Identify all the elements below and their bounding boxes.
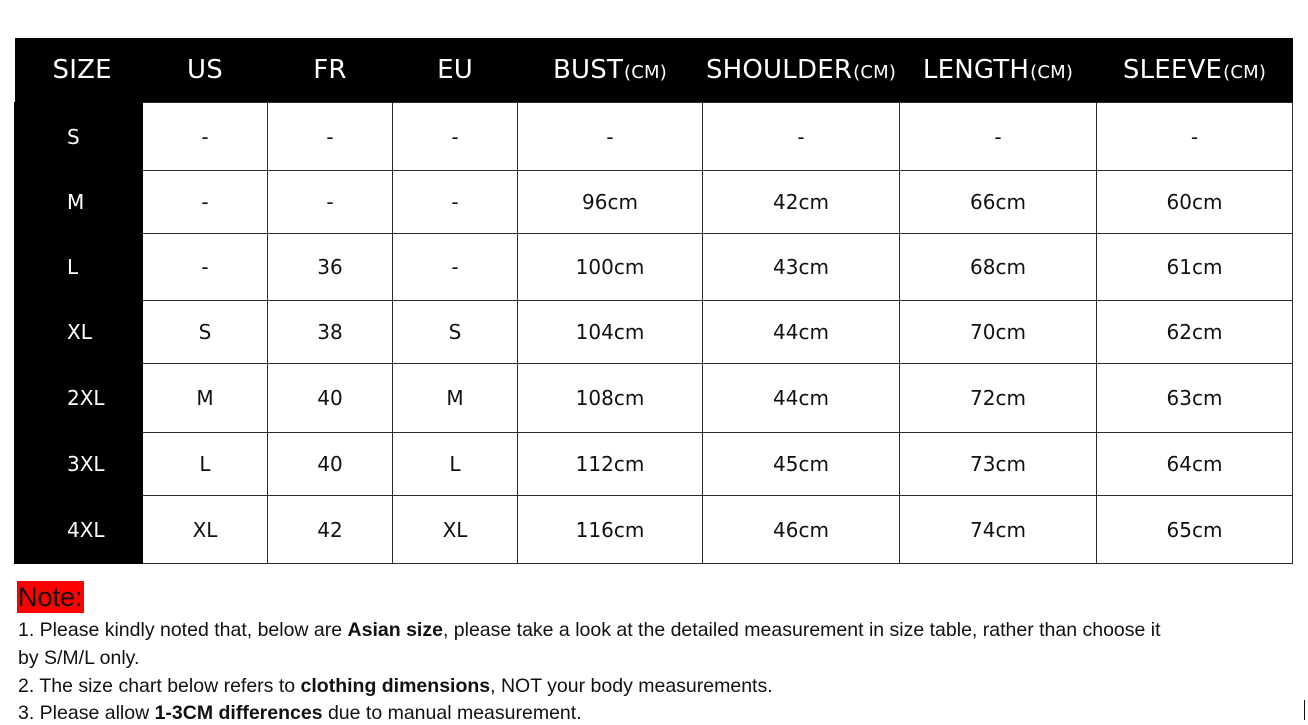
table-cell: 45cm [703, 433, 900, 496]
table-cell: - [900, 103, 1097, 171]
table-cell: 65cm [1097, 496, 1293, 564]
table-row [15, 364, 1293, 433]
table-row [15, 103, 1293, 171]
table-cell: 40 [268, 433, 393, 496]
header-shoulder: SHOULDER(CM) [703, 38, 900, 103]
size-chart-table [14, 38, 1293, 564]
header-shoulder-unit: (CM) [853, 62, 897, 83]
edge-divider [1304, 700, 1305, 720]
table-cell: - [268, 171, 393, 234]
table-cell: 64cm [1097, 433, 1293, 496]
table-cell: - [393, 103, 518, 171]
table-cell: 104cm [518, 301, 703, 364]
note-line-1-emphasis: Asian size [347, 619, 443, 641]
table-cell: S [393, 301, 518, 364]
header-fr: FR [268, 38, 393, 103]
table-row [15, 301, 1293, 364]
note-line-1: 1. Please kindly noted that, below are Asian size, please take a look at the detailed measurement in size table, rather than choose it [18, 619, 1161, 641]
table-cell: 108cm [518, 364, 703, 433]
size-label-cell: M [15, 171, 143, 234]
size-label-cell: S [15, 103, 143, 171]
table-cell: 73cm [900, 433, 1097, 496]
table-cell: - [703, 103, 900, 171]
note-line-1-continued: by S/M/L only. [18, 647, 140, 669]
table-cell: 70cm [900, 301, 1097, 364]
table-cell: XL [393, 496, 518, 564]
table-cell: - [518, 103, 703, 171]
table-cell: - [393, 234, 518, 301]
size-label-cell: 2XL [15, 364, 143, 433]
table-cell: 42 [268, 496, 393, 564]
table-cell: M [393, 364, 518, 433]
table-cell: 112cm [518, 433, 703, 496]
size-label-cell: 4XL [15, 496, 143, 564]
table-cell: 60cm [1097, 171, 1293, 234]
header-length-unit: (CM) [1030, 62, 1074, 83]
table-cell: - [143, 103, 268, 171]
table-cell: 66cm [900, 171, 1097, 234]
table-cell: 116cm [518, 496, 703, 564]
note-line-2-emphasis: clothing dimensions [300, 675, 491, 697]
table-header-row [15, 38, 1293, 103]
header-bust-unit: (CM) [624, 62, 667, 83]
size-label-cell: XL [15, 301, 143, 364]
table-cell: 72cm [900, 364, 1097, 433]
note-line-3: 3. Please allow 1-3CM differences due to manual measurement. [18, 702, 582, 724]
table-cell: 68cm [900, 234, 1097, 301]
table-row [15, 433, 1293, 496]
table-cell: 36 [268, 234, 393, 301]
table-row [15, 496, 1293, 564]
header-length: LENGTH(CM) [900, 38, 1097, 103]
table-cell: 44cm [703, 301, 900, 364]
note-line-2: 2. The size chart below refers to clothing dimensions, NOT your body measurements. [18, 675, 773, 697]
table-cell: - [143, 171, 268, 234]
table-cell: 61cm [1097, 234, 1293, 301]
size-label-cell: L [15, 234, 143, 301]
header-size: SIZE [15, 38, 143, 103]
table-cell: L [143, 433, 268, 496]
table-cell: - [143, 234, 268, 301]
table-cell: XL [143, 496, 268, 564]
table-cell: S [143, 301, 268, 364]
table-cell: 43cm [703, 234, 900, 301]
table-cell: 42cm [703, 171, 900, 234]
table-cell: L [393, 433, 518, 496]
table-cell: M [143, 364, 268, 433]
table-cell: 46cm [703, 496, 900, 564]
table-row [15, 234, 1293, 301]
header-eu: EU [393, 38, 518, 103]
header-bust: BUST(CM) [518, 38, 703, 103]
note-line-3-emphasis: 1-3CM differences [154, 702, 323, 724]
header-us: US [143, 38, 268, 103]
size-label-cell: 3XL [15, 433, 143, 496]
header-sleeve-unit: (CM) [1223, 62, 1267, 83]
table-cell: 38 [268, 301, 393, 364]
table-cell: 100cm [518, 234, 703, 301]
table-cell: 63cm [1097, 364, 1293, 433]
table-cell: - [393, 171, 518, 234]
table-cell: - [268, 103, 393, 171]
table-cell: 40 [268, 364, 393, 433]
table-cell: 62cm [1097, 301, 1293, 364]
table-cell: 96cm [518, 171, 703, 234]
table-cell: - [1097, 103, 1293, 171]
table-cell: 74cm [900, 496, 1097, 564]
table-row [15, 171, 1293, 234]
header-sleeve: SLEEVE(CM) [1097, 38, 1293, 103]
note-title: Note: [18, 582, 83, 612]
table-cell: 44cm [703, 364, 900, 433]
